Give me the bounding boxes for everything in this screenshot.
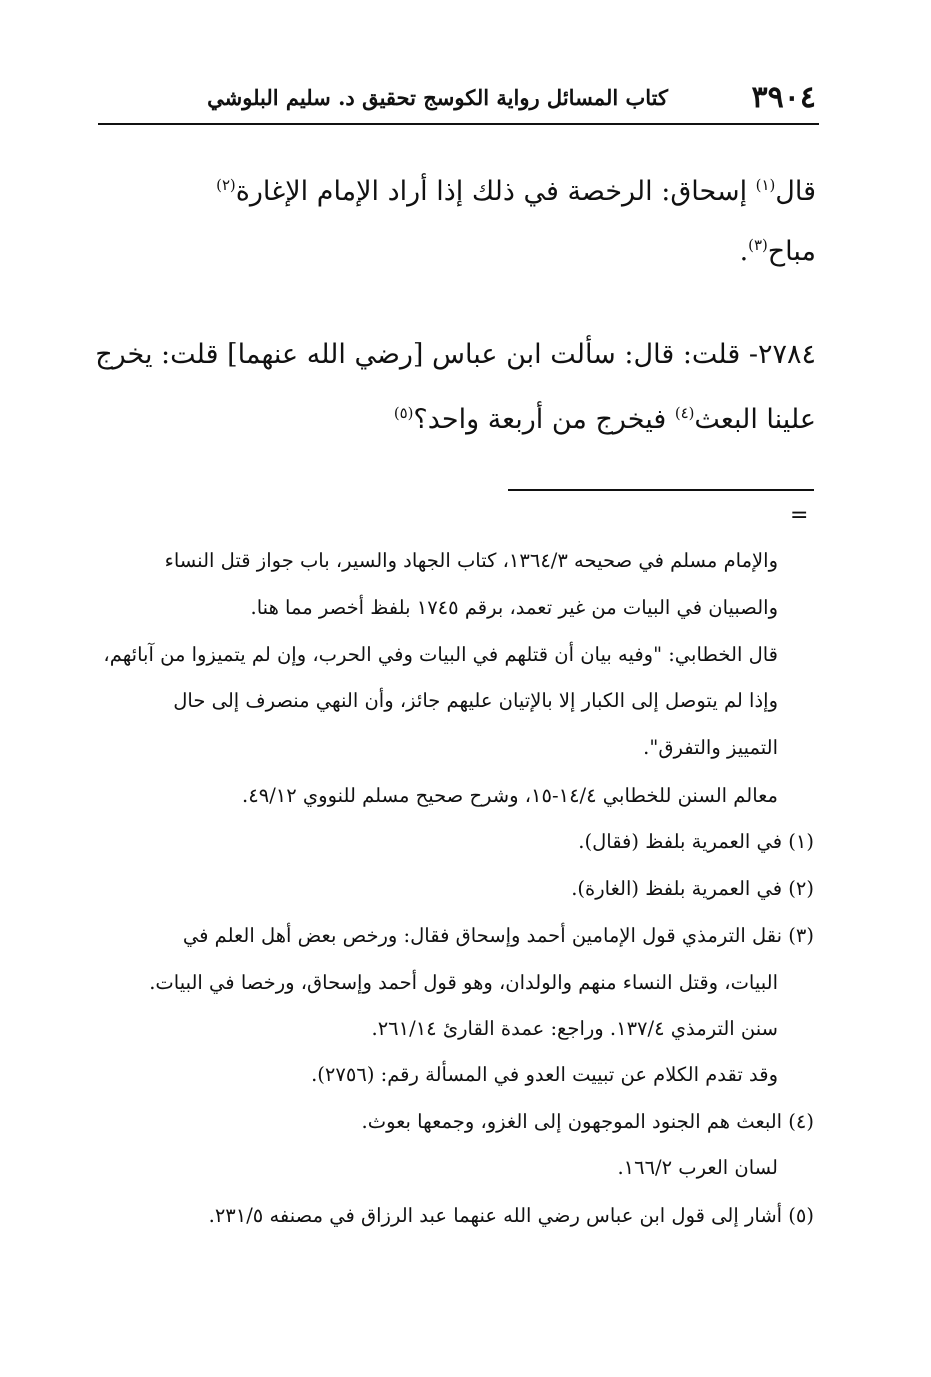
footnote-continuation-mark: = <box>790 503 809 528</box>
footnote-2: (٢) في العمرية بلفظ (الغارة). <box>571 877 814 900</box>
footnote-5: (٥) أشار إلى قول ابن عباس رضي الله عنهما عبد الرزاق في مصنفه ٢٣١/٥. <box>208 1204 814 1227</box>
footnote-separator <box>508 489 814 491</box>
footnote-ref-1: (١) <box>755 176 776 194</box>
footnote-continuation-source: معالم السنن للخطابي ١٤/٤-١٥، وشرح صحيح مسلم للنووي ٤٩/١٢. <box>242 784 778 807</box>
running-title: كتاب المسائل رواية الكوسج تحقيق د. سليم البلوشي <box>207 85 668 110</box>
footnote-3-line-2: البيات، وقتل النساء منهم والولدان، وهو قول أحمد وإسحاق، ورخصا في البيات. <box>149 971 778 994</box>
footnote-ref-3: (٣) <box>748 236 768 254</box>
footnote-ref-4: (٤) <box>674 404 695 422</box>
footnote-ref-5: (٥) <box>393 404 414 422</box>
footnote-continuation-line-4: وإذا لم يتوصل إلى الكبار إلا بالإتيان عليهم جائز، وأن النهي منصرف إلى حال <box>173 689 778 712</box>
footnote-continuation-line-1: والإمام مسلم في صحيحه ١٣٦٤/٣، كتاب الجهاد والسير، باب جواز قتل النساء <box>164 549 778 572</box>
question-2784-line-2: علينا البعث$^{(٤)}$ فيخرج من أربعة واحد؟$^{(٥)}$ <box>393 404 816 435</box>
footnote-continuation-line-2: والصبيان في البيات من غير تعمد، برقم ١٧٤٥ بلفظ أخصر مما هنا. <box>250 596 778 619</box>
header-rule <box>98 123 819 125</box>
footnote-4-line-2: لسان العرب ١٦٦/٢. <box>617 1156 778 1179</box>
footnote-ref-2: (٢) <box>216 176 236 194</box>
footnote-4-line-1: (٤) البعث هم الجنود الموجهون إلى الغزو، وجمعها بعوث. <box>361 1110 814 1133</box>
footnote-1: (١) في العمرية بلفظ (فقال). <box>578 830 814 853</box>
page-number: ٣٩٠٤ <box>751 80 816 115</box>
page-header <box>98 78 818 118</box>
footnote-3-line-4: وقد تقدم الكلام عن تبييت العدو في المسألة رقم: (٢٧٥٦). <box>311 1063 778 1086</box>
footnote-continuation-line-3: قال الخطابي: "وفيه بيان أن قتلهم في البيات وفي الحرب، وإن لم يتميزوا من آبائهم، <box>103 643 778 666</box>
footnote-continuation-line-5: التمييز والتفرق". <box>643 736 778 759</box>
question-2784-line-1: ٢٧٨٤- قلت: قال: سألت ابن عباس [رضي الله عنهما] قلت: يخرج <box>95 339 816 370</box>
footnote-3-line-3: سنن الترمذي ١٣٧/٤. وراجع: عمدة القارئ ٢٦١/١٤. <box>371 1017 778 1040</box>
main-paragraph-1-line-2: مباح$^{(٣)}$. <box>739 236 816 267</box>
main-paragraph-1-line-1: قال$^{(١)}$ إسحاق: الرخصة في ذلك إذا أراد الإمام الإغارة$^{(٢)}$ <box>216 176 816 207</box>
footnote-3-line-1: (٣) نقل الترمذي قول الإمامين أحمد وإسحاق فقال: ورخص بعض أهل العلم في <box>182 924 814 947</box>
